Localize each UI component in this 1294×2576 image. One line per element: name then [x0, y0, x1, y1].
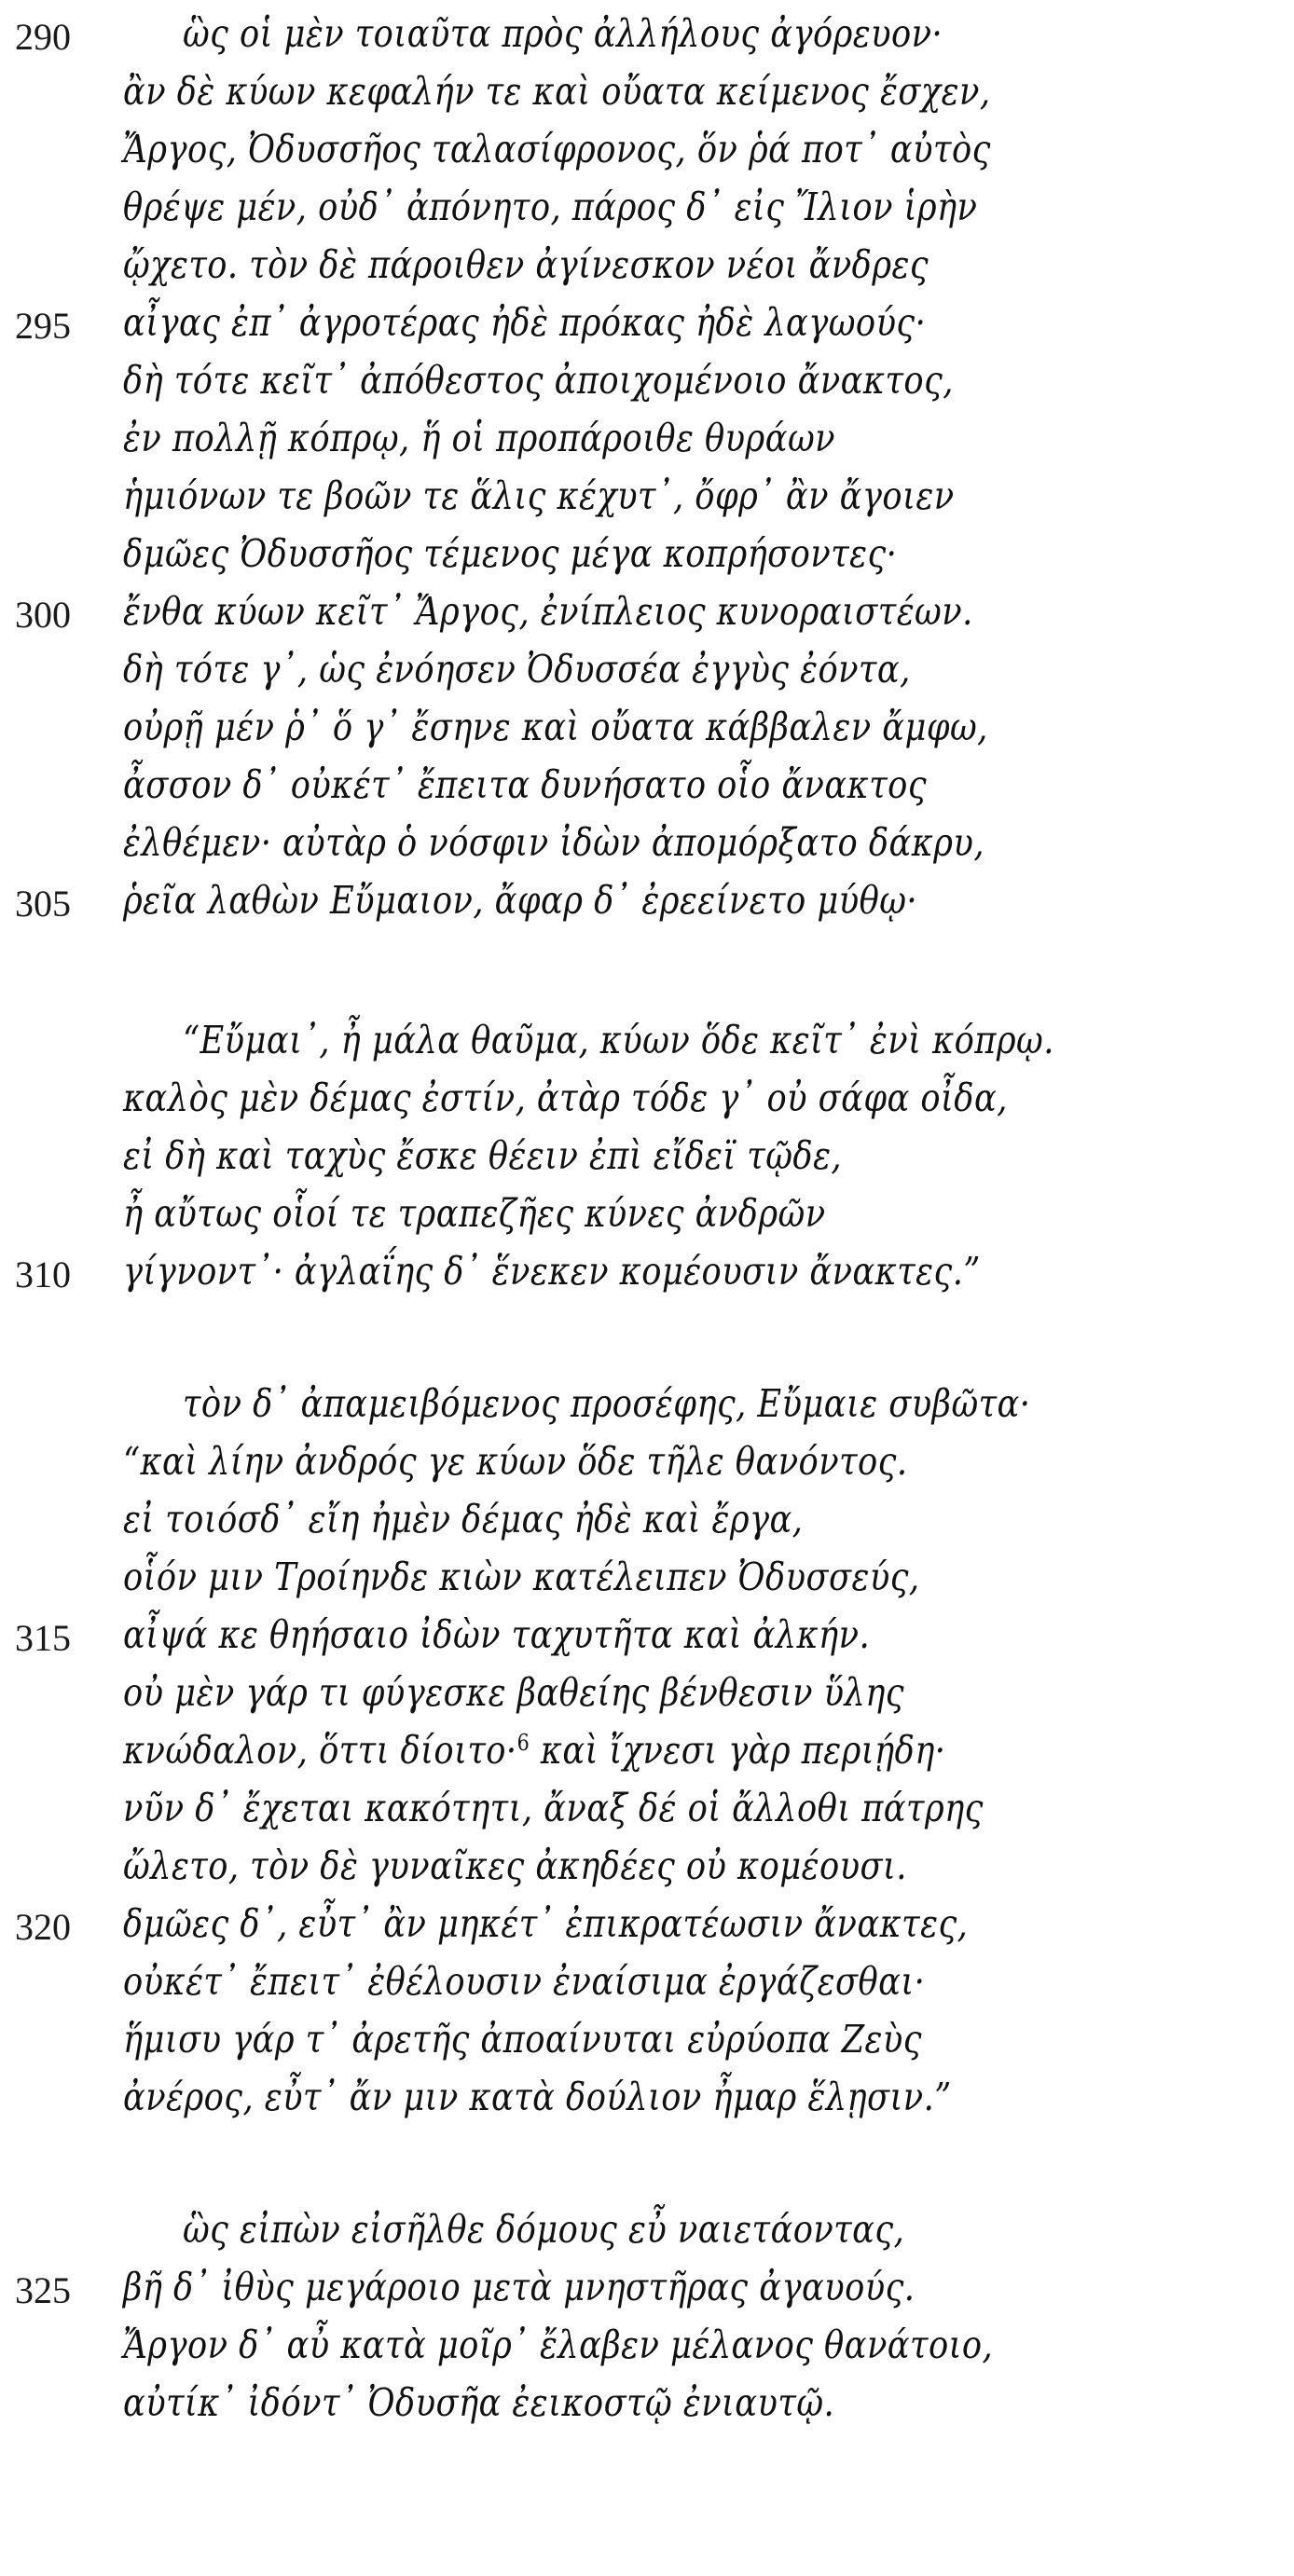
verse-text-main: ἔνθα κύων κεῖτ᾽ Ἄργος, ἐνίπλειος κυνοραιστέων. [123, 589, 973, 634]
verse-line [0, 2203, 1294, 2259]
verse-text [183, 2203, 904, 2255]
verse-text-main: οὐ μὲν γάρ τι φύγεσκε βαθείης βένθεσιν ὕλης [123, 1670, 904, 1715]
verse-text-main: ὤλετο, τὸν δὲ γυναῖκες ἀκηδέες οὐ κομέουσι. [123, 1843, 907, 1888]
verse-line [0, 701, 1294, 757]
verse-text [123, 1609, 870, 1661]
verse-line [0, 1840, 1294, 1896]
verse-text [123, 1955, 925, 2007]
line-number: 310 [15, 1254, 71, 1295]
verse-text [183, 1014, 1054, 1066]
verse-text-main: βῆ δ᾽ ἰθὺς μεγάροιο μετὰ μνηστῆρας ἀγαυούς. [123, 2265, 915, 2309]
verse-line [0, 759, 1294, 815]
verse-text [123, 1072, 1008, 1124]
verse-line [0, 239, 1294, 295]
verse-text [123, 354, 954, 406]
verse-text [123, 1782, 984, 1834]
verse-text [123, 65, 990, 117]
line-number: 315 [15, 1617, 71, 1659]
verse-text [123, 412, 835, 464]
verse-line [0, 1609, 1294, 1665]
verse-text-main: ἐν πολλῇ κόπρῳ, ἥ οἱ προπάροιθε θυράων [123, 416, 836, 460]
verse-text-main: εἰ δὴ καὶ ταχὺς ἔσκε θέειν ἐπὶ εἴδεϊ τῷδε, [123, 1133, 843, 1178]
verse-text-main: Ἄργος, Ὀδυσσῆος ταλασίφρονος, ὅν ῥά ποτ᾽ αὐτὸς [123, 127, 991, 171]
verse-text-main: οὐκέτ᾽ ἔπειτ᾽ ἐθέλουσιν ἐναίσιμα ἐργάζεσθαι· [123, 1959, 926, 2004]
verse-text-main: αἶψά κε θηήσαιο ἰδὼν ταχυτῆτα καὶ ἀλκήν. [123, 1612, 871, 1657]
verse-text [123, 123, 991, 175]
verse-text [123, 643, 911, 695]
verse-text-main: γίγνοντ᾽· ἀγλαΐης δ᾽ ἕνεκεν κομέουσιν ἄνακτες.” [123, 1249, 981, 1294]
verse-text-main: θρέψε μέν, οὐδ᾽ ἀπόνητο, πάρος δ᾽ εἰς Ἴλιον ἱρὴν [123, 185, 978, 229]
verse-text [123, 2377, 834, 2429]
verse-text-main: “καὶ λίην ἀνδρός γε κύων ὅδε τῆλε θανόντος. [123, 1439, 908, 1484]
line-number: 320 [15, 1906, 71, 1948]
verse-text-main: τὸν δ᾽ ἀπαμειβόμενος προσέφης, Εὔμαιε συβῶτα· [183, 1381, 1031, 1426]
verse-text-main: ἥμισυ γάρ τ᾽ ἀρετῆς ἀποαίνυται εὐρύοπα Ζεὺς [123, 2017, 922, 2062]
verse-text-main: δμῶες δ᾽, εὖτ᾽ ἂν μηκέτ᾽ ἐπικρατέωσιν ἄνακτες, [123, 1901, 969, 1946]
verse-text-main: ὣς οἱ μὲν τοιαῦτα πρὸς ἀλλήλους ἀγόρευον· [183, 11, 943, 56]
verse-text-main: καλὸς μὲν δέμας ἐστίν, ἀτὰρ τόδε γ᾽ οὐ σάφα οἶδα, [123, 1076, 1008, 1120]
verse-text [123, 1493, 803, 1545]
verse-line [0, 1130, 1294, 1185]
verse-text [123, 2013, 922, 2065]
verse-text [123, 528, 897, 580]
verse-line [0, 1493, 1294, 1549]
line-number: 325 [15, 2269, 71, 2311]
verse-text-main: ἡμιόνων τε βοῶν τε ἅλις κέχυτ᾽, ὄφρ᾽ ἂν ἄγοιεν [123, 473, 955, 518]
verse-text-main: αὐτίκ᾽ ἰδόντ᾽ Ὀδυσῆα ἐεικοστῷ ἐνιαυτῷ. [123, 2380, 835, 2425]
verse-text [123, 816, 984, 869]
verse-line [0, 1898, 1294, 1953]
verse-text-main: ᾤχετο. τὸν δὲ πάροιθεν ἀγίνεσκον νέοι ἄνδρες [123, 242, 929, 287]
verse-text [123, 296, 926, 349]
verse-text-main: δὴ τότε γ᾽, ὡς ἐνόησεν Ὀδυσσέα ἐγγὺς ἐόντα, [123, 647, 911, 692]
verse-text [123, 585, 973, 637]
footnote-marker[interactable]: 6 [516, 1730, 530, 1756]
verse-line [0, 1072, 1294, 1128]
verse-line [0, 1377, 1294, 1433]
verse-text-main: ῥεῖα λαθὼν Εὔμαιον, ἄφαρ δ᾽ ἐρεείνετο μύθῳ· [123, 878, 918, 923]
verse-line [0, 2377, 1294, 2432]
verse-text [123, 1840, 907, 1892]
verse-line [0, 181, 1294, 237]
verse-line [0, 1782, 1294, 1838]
verse-line [0, 2319, 1294, 2375]
verse-line [0, 643, 1294, 699]
verse-text-main: ἀνέρος, εὖτ᾽ ἄν μιν κατὰ δούλιον ἦμαρ ἕλῃσιν.” [123, 2075, 952, 2119]
verse-text [183, 1377, 1030, 1430]
verse-text [123, 181, 977, 233]
verse-line [0, 1187, 1294, 1243]
verse-text-main: ἐλθέμεν· αὐτὰρ ὁ νόσφιν ἰδὼν ἀπομόρξατο δάκρυ, [123, 820, 984, 865]
verse-text-main: κνώδαλον, ὅττι δίοιτο· [123, 1728, 517, 1773]
verse-line [0, 470, 1294, 526]
verse-text [123, 470, 955, 522]
verse-line [0, 528, 1294, 583]
verse-line [0, 1551, 1294, 1607]
verse-text [123, 1435, 907, 1487]
verse-text [123, 759, 927, 811]
verse-line [0, 1435, 1294, 1491]
verse-text [123, 1187, 826, 1240]
verse-line [0, 1955, 1294, 2011]
verse-line [0, 1014, 1294, 1070]
verse-text [123, 701, 988, 753]
verse-text [123, 1130, 842, 1182]
verse-line [0, 816, 1294, 872]
verse-text-main: ἂν δὲ κύων κεφαλήν τε καὶ οὔατα κείμενος ἔσχεν, [123, 69, 991, 114]
verse-text-main: δμῶες Ὀδυσσῆος τέμενος μέγα κοπρήσοντες· [123, 531, 898, 576]
verse-line [0, 296, 1294, 352]
verse-line [0, 2261, 1294, 2317]
verse-line [0, 1724, 1294, 1780]
verse-line [0, 585, 1294, 641]
verse-text-main: ἆσσον δ᾽ οὐκέτ᾽ ἔπειτα δυνήσατο οἷο ἄνακτος [123, 762, 928, 807]
verse-line [0, 354, 1294, 410]
verse-text-main: ὣς εἰπὼν εἰσῆλθε δόμους εὖ ναιετάοντας, [183, 2207, 905, 2252]
verse-text-continued: καὶ ἴχνεσι γὰρ περιῄδη· [530, 1728, 946, 1773]
verse-text-main: οἷόν μιν Τροίηνδε κιὼν κατέλειπεν Ὀδυσσεύς, [123, 1555, 920, 1599]
verse-text-main: “Εὔμαι᾽, ἦ μάλα θαῦμα, κύων ὅδε κεῖτ᾽ ἐνὶ κόπρῳ. [183, 1018, 1054, 1062]
verse-text-main: ἦ αὔτως οἷοί τε τραπεζῆες κύνες ἀνδρῶν [123, 1191, 826, 1236]
verse-text [123, 874, 917, 926]
verse-text-main: Ἄργον δ᾽ αὖ κατὰ μοῖρ᾽ ἔλαβεν μέλανος θανάτοιο, [123, 2323, 994, 2367]
verse-text-main: εἰ τοιόσδ᾽ εἴη ἠμὲν δέμας ἠδὲ καὶ ἔργα, [123, 1497, 804, 1541]
verse-text [123, 239, 929, 291]
verse-text [123, 2071, 952, 2123]
line-number: 290 [15, 16, 71, 58]
verse-text-main: δὴ τότε κεῖτ᾽ ἀπόθεστος ἀποιχομένοιο ἄνακτος, [123, 358, 954, 403]
verse-text [123, 1551, 920, 1603]
verse-line [0, 65, 1294, 121]
verse-text-main: οὐρῇ μέν ῥ᾽ ὅ γ᾽ ἔσηνε καὶ οὔατα κάββαλεν ἄμφω, [123, 705, 988, 749]
verse-text [123, 2261, 915, 2313]
verse-line [0, 412, 1294, 468]
verse-text [123, 1666, 904, 1719]
verse-line [0, 2071, 1294, 2127]
line-number: 295 [15, 305, 71, 347]
verse-line [0, 123, 1294, 179]
verse-line [0, 874, 1294, 930]
verse-text-main: νῦν δ᾽ ἔχεται κακότητι, ἄναξ δέ οἱ ἄλλοθι πάτρης [123, 1786, 984, 1830]
verse-text [183, 7, 943, 60]
line-number: 305 [15, 883, 71, 925]
verse-line [0, 1666, 1294, 1722]
verse-text-main: αἶγας ἐπ᾽ ἀγροτέρας ἠδὲ πρόκας ἠδὲ λαγωούς· [123, 300, 927, 345]
verse-line [0, 1245, 1294, 1301]
line-number: 300 [15, 594, 71, 636]
verse-text [123, 1724, 945, 1776]
verse-line [0, 2013, 1294, 2069]
verse-text [123, 1245, 981, 1297]
verse-line [0, 7, 1294, 63]
verse-text [123, 2319, 993, 2371]
verse-text [123, 1898, 968, 1950]
